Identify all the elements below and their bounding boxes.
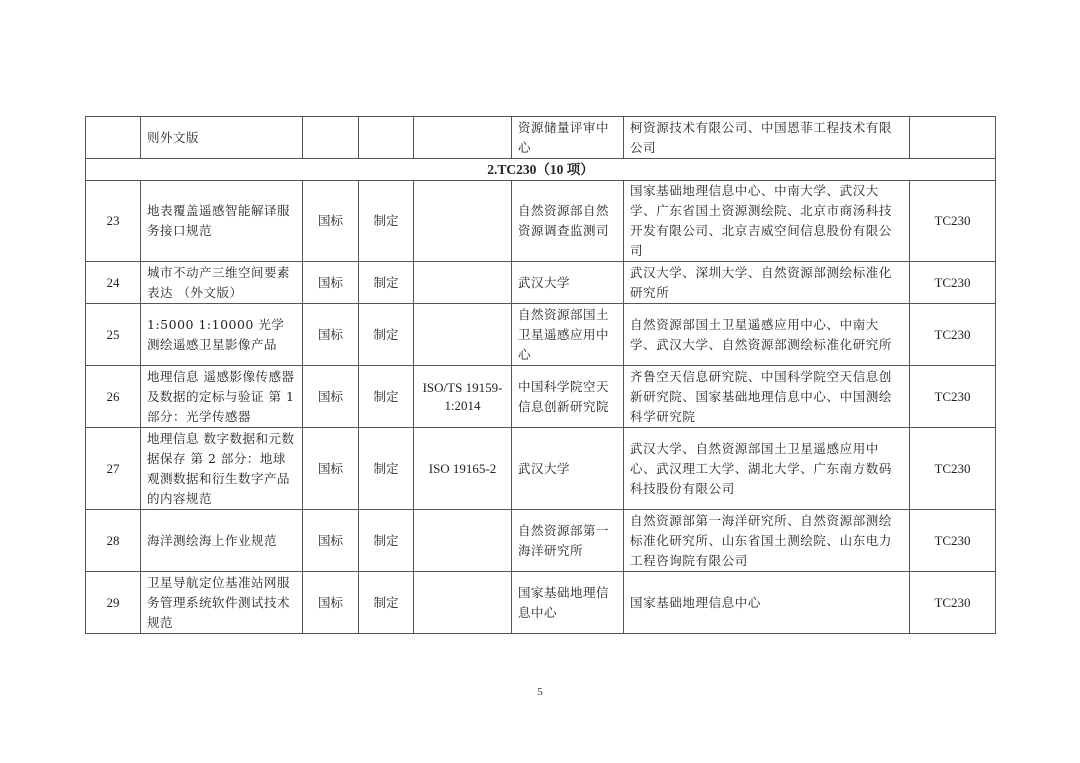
cell-tc: TC230 xyxy=(910,366,996,428)
section-header-row xyxy=(86,159,996,181)
cell-tc: TC230 xyxy=(910,572,996,634)
cell-units: 国家基础地理信息中心 xyxy=(624,572,910,634)
cell-mode xyxy=(359,117,414,159)
cell-ref xyxy=(414,304,512,366)
cell-org: 资源储量评审中心 xyxy=(512,117,624,159)
cell-ref xyxy=(414,262,512,304)
cell-tc: TC230 xyxy=(910,304,996,366)
cell-org: 国家基础地理信息中心 xyxy=(512,572,624,634)
table-row-continued xyxy=(86,117,996,159)
cell-mode: 制定 xyxy=(359,510,414,572)
cell-type: 国标 xyxy=(303,572,359,634)
cell-num: 23 xyxy=(86,181,141,262)
cell-mode: 制定 xyxy=(359,428,414,510)
page-number: 5 xyxy=(537,686,543,698)
cell-name: 则外文版 xyxy=(141,117,303,159)
cell-ref xyxy=(414,117,512,159)
cell-num: 25 xyxy=(86,304,141,366)
cell-type: 国标 xyxy=(303,428,359,510)
cell-type: 国标 xyxy=(303,304,359,366)
cell-name: 地表覆盖遥感智能解译服务接口规范 xyxy=(141,181,303,262)
cell-ref: ISO/TS 19159-1:2014 xyxy=(414,366,512,428)
table-row xyxy=(86,181,996,262)
cell-tc xyxy=(910,117,996,159)
cell-num: 26 xyxy=(86,366,141,428)
section-title: 2.TC230（10 项） xyxy=(86,159,996,181)
table-body xyxy=(86,117,996,634)
cell-units: 武汉大学、自然资源部国土卫星遥感应用中心、武汉理工大学、湖北大学、广东南方数码科技股份有限公司 xyxy=(624,428,910,510)
cell-org: 武汉大学 xyxy=(512,262,624,304)
cell-mode: 制定 xyxy=(359,262,414,304)
cell-mode: 制定 xyxy=(359,572,414,634)
cell-ref xyxy=(414,572,512,634)
cell-org: 自然资源部自然资源调查监测司 xyxy=(512,181,624,262)
cell-name: 地理信息 遥感影像传感器及数据的定标与验证 第 1 部分：光学传感器 xyxy=(141,366,303,428)
cell-ref xyxy=(414,510,512,572)
cell-units: 自然资源部国土卫星遥感应用中心、中南大学、武汉大学、自然资源部测绘标准化研究所 xyxy=(624,304,910,366)
cell-org: 武汉大学 xyxy=(512,428,624,510)
cell-tc: TC230 xyxy=(910,510,996,572)
standards-table xyxy=(85,116,996,634)
cell-name: 海洋测绘海上作业规范 xyxy=(141,510,303,572)
cell-num: 27 xyxy=(86,428,141,510)
cell-name: 卫星导航定位基准站网服务管理系统软件测试技术规范 xyxy=(141,572,303,634)
cell-type: 国标 xyxy=(303,510,359,572)
cell-tc: TC230 xyxy=(910,262,996,304)
table-row xyxy=(86,366,996,428)
cell-units: 柯资源技术有限公司、中国恩菲工程技术有限公司 xyxy=(624,117,910,159)
cell-type: 国标 xyxy=(303,181,359,262)
cell-units: 齐鲁空天信息研究院、中国科学院空天信息创新研究院、国家基础地理信息中心、中国测绘科学研究院 xyxy=(624,366,910,428)
cell-mode: 制定 xyxy=(359,366,414,428)
table-row xyxy=(86,428,996,510)
cell-num: 24 xyxy=(86,262,141,304)
table-row xyxy=(86,262,996,304)
cell-units: 自然资源部第一海洋研究所、自然资源部测绘标准化研究所、山东省国土测绘院、山东电力工程咨询院有限公司 xyxy=(624,510,910,572)
cell-num: 28 xyxy=(86,510,141,572)
cell-units: 国家基础地理信息中心、中南大学、武汉大学、广东省国土资源测绘院、北京市商汤科技开发有限公司、北京吉威空间信息股份有限公司 xyxy=(624,181,910,262)
cell-mode: 制定 xyxy=(359,304,414,366)
cell-ref: ISO 19165-2 xyxy=(414,428,512,510)
cell-num xyxy=(86,117,141,159)
cell-type xyxy=(303,117,359,159)
cell-name: 城市不动产三维空间要素表达 （外文版） xyxy=(141,262,303,304)
table-row xyxy=(86,510,996,572)
cell-type: 国标 xyxy=(303,262,359,304)
cell-units: 武汉大学、深圳大学、自然资源部测绘标准化研究所 xyxy=(624,262,910,304)
cell-name: 地理信息 数字数据和元数据保存 第 2 部分：地球观测数据和衍生数字产品的内容规范 xyxy=(141,428,303,510)
cell-org: 自然资源部第一海洋研究所 xyxy=(512,510,624,572)
cell-tc: TC230 xyxy=(910,428,996,510)
cell-org: 中国科学院空天信息创新研究院 xyxy=(512,366,624,428)
cell-name: 1:5000 1:10000 光学测绘遥感卫星影像产品 xyxy=(141,304,303,366)
cell-mode: 制定 xyxy=(359,181,414,262)
cell-org: 自然资源部国土卫星遥感应用中心 xyxy=(512,304,624,366)
table-row xyxy=(86,572,996,634)
cell-tc: TC230 xyxy=(910,181,996,262)
cell-ref xyxy=(414,181,512,262)
cell-num: 29 xyxy=(86,572,141,634)
cell-type: 国标 xyxy=(303,366,359,428)
table-row xyxy=(86,304,996,366)
